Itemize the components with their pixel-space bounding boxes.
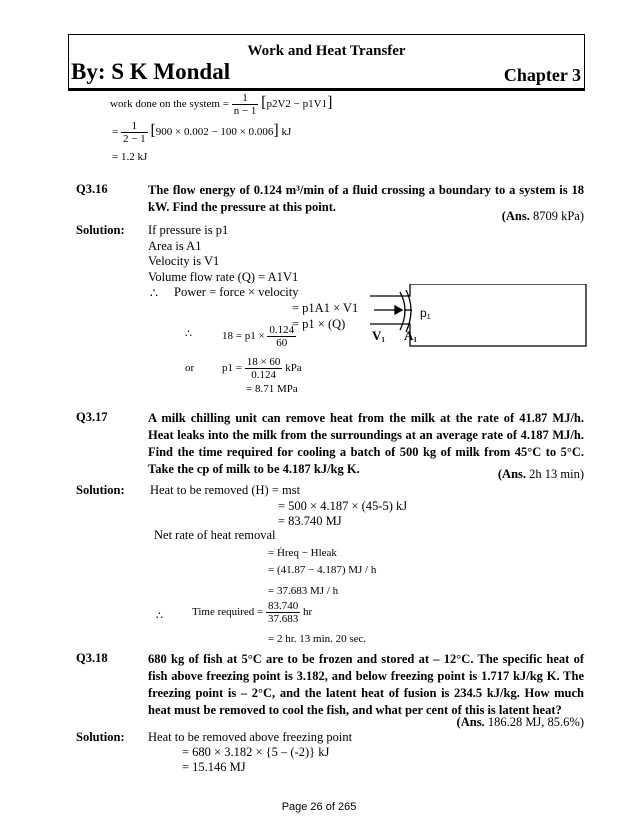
system-boundary (370, 284, 586, 346)
eq-fraction-line: 18 = p1 × $\frac{0.124}{60}$ (222, 324, 295, 349)
work-done-line-2: = $\frac{1}{2 - 1}$ [900 × 0.002 − 100 × 0.006] kJ (112, 120, 292, 145)
question-label: Q3.17 (76, 410, 108, 424)
arrow-head (395, 306, 402, 314)
header-rule (68, 88, 585, 91)
solution-line: Net rate of heat removal (154, 528, 276, 542)
solution-line: Heat to be removed above freezing point (148, 730, 353, 744)
solution-line: = 500 × 4.187 × (45-5) kJ (278, 499, 408, 513)
solution-line: = (41.87 − 4.187) MJ / h (268, 564, 377, 576)
solution-line: Heat to be removed (H) = mst (150, 483, 301, 497)
solution-label: Solution: (76, 483, 125, 497)
therefore-symbol: ∴ (185, 328, 192, 340)
question-text: A milk chilling unit can remove heat from the milk at the rate of 41.87 MJ/h. Heat leaks into the milk from the surroundings at an average rate of 4.187 MJ/h. Find the time required for cooling a batch of 500 kg of milk from 45°C to 5°C. Take the cp of milk to be 4.187 kJ/kg K. (148, 411, 584, 476)
question-text: 680 kg of fish at 5°C are to be frozen and stored at – 12°C. The specific heat of fish above freezing point is 3.182, and below freezing point is 1.717 kJ/kg K. The freezing point is – 2°C, and the latent heat of fusion is 234.5 kJ/kg. How much heat must be removed to cool the fish, and what per cent of this is latent heat? (148, 652, 584, 717)
therefore-symbol: ∴ (150, 286, 158, 300)
eq-line: = p1A1 × V1 (292, 301, 359, 315)
flow-boundary-diagram (370, 284, 590, 350)
work-done-result: = 1.2 kJ (112, 151, 148, 163)
answer: (Ans. 2h 13 min) (497, 467, 584, 481)
velocity-label: V1 (372, 328, 385, 344)
fraction: $\frac{1}{n - 1}$ (233, 92, 257, 117)
or-label: or (185, 362, 195, 374)
answer: (Ans. 186.28 MJ, 85.6%) (456, 715, 584, 729)
question-label: Q3.18 (76, 651, 108, 665)
eq-line: = p1 × (Q) (292, 317, 346, 331)
question-label: Q3.16 (76, 182, 108, 196)
solution-line: = 37.683 MJ / h (268, 585, 339, 597)
therefore-symbol: ∴ (156, 610, 163, 622)
solution-line: = 680 × 3.182 × {5 – (-2)} kJ (182, 745, 330, 759)
area-label: A1 (404, 328, 417, 344)
fraction: $\frac{1}{2 - 1}$ (122, 120, 146, 145)
solution-line: = Ḣreq − Hleak (268, 547, 337, 559)
solution-line: = 15.146 MJ (182, 760, 246, 774)
power-line: Power = force × velocity (174, 285, 299, 299)
pressure-label: p1 (420, 306, 431, 321)
question-text: The flow energy of 0.124 m³/min of a fluid crossing a boundary to a system is 18 kW. Find the pressure at this point. (148, 183, 584, 214)
eq-fraction-line: p1 = $\frac{18 \times 60}{0.124}$ kPa (222, 356, 302, 381)
solution-line: = 2 hr. 13 min. 20 sec. (268, 633, 367, 645)
solution-label: Solution: (76, 223, 125, 237)
eq-result: = 8.71 MPa (246, 383, 298, 395)
work-done-line: work done on the system = $\frac{1}{n - 1}$ [p2V2 − p1V1] (110, 92, 333, 117)
chapter-label: Chapter 3 (503, 65, 581, 85)
solution-label: Solution: (76, 730, 125, 744)
solution-line: = 83.740 MJ (278, 514, 342, 528)
solution-lines: If pressure is p1 Area is A1 Velocity is V1 Volume flow rate (Q) = A1V1 (148, 223, 299, 284)
author: By: S K Mondal (71, 59, 231, 84)
page-header (68, 34, 585, 89)
chapter-title: Work and Heat Transfer (247, 43, 406, 59)
page-number: Page 26 of 265 (281, 801, 357, 813)
answer: (Ans. 8709 kPa) (501, 209, 584, 223)
eq-fraction-line: Time required = $\frac{83.740}{37.683}$ hr (192, 600, 313, 625)
